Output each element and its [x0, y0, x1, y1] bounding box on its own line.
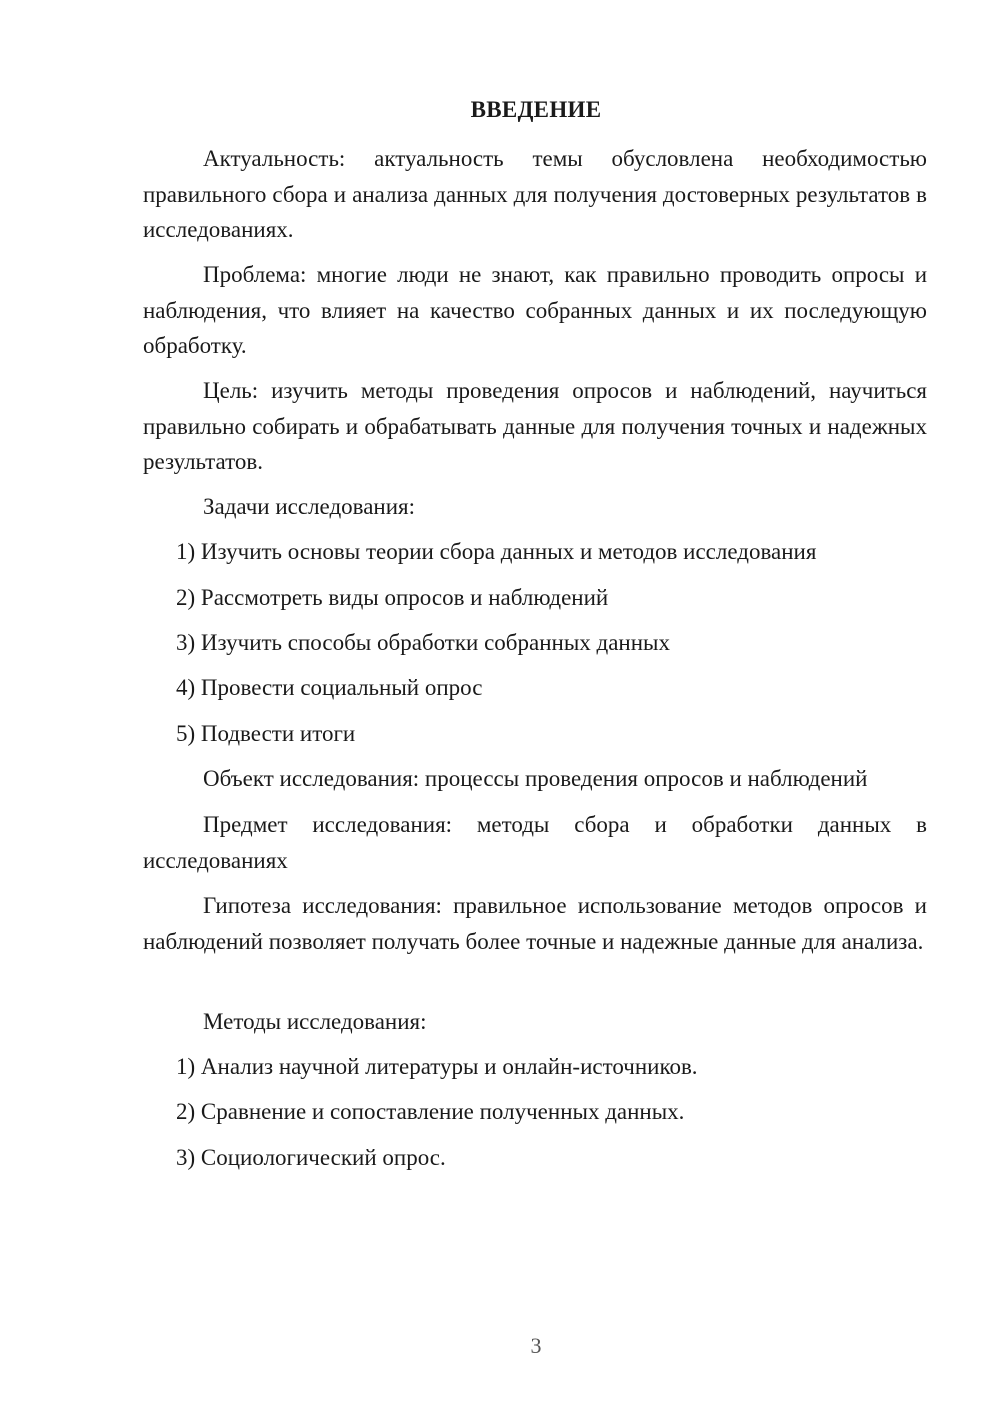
method-item: 1) Анализ научной литературы и онлайн-источников. — [176, 1054, 698, 1079]
methods-heading: Методы исследования: — [203, 1009, 427, 1034]
task-item: 2) Рассмотреть виды опросов и наблюдений — [176, 585, 609, 610]
goal-paragraph: Цель: изучить методы проведения опросов и наблюдений, научиться правильно собирать и обрабатывать данные для получения точных и надежных результатов. — [143, 378, 927, 474]
hypothesis-paragraph: Гипотеза исследования: правильное использование методов опросов и наблюдений позволяет получать более точные и надежные данные для анализа. — [143, 893, 927, 954]
task-item: 3) Изучить способы обработки собранных данных — [176, 630, 671, 655]
task-item: 4) Провести социальный опрос — [176, 675, 483, 700]
relevance-paragraph: Актуальность: актуальность темы обусловлена необходимостью правильного сбора и анализа данных для получения достоверных результатов в исследованиях. — [143, 146, 927, 242]
task-item: 1) Изучить основы теории сбора данных и методов исследования — [176, 539, 817, 564]
task-item: 5) Подвести итоги — [176, 721, 356, 746]
object-paragraph: Объект исследования: процессы проведения опросов и наблюдений — [203, 766, 868, 791]
page-number: 3 — [530, 1333, 542, 1358]
problem-paragraph: Проблема: многие люди не знают, как правильно проводить опросы и наблюдения, что влияет на качество собранных данных и их последующую обработку. — [143, 262, 927, 358]
tasks-heading: Задачи исследования: — [203, 494, 416, 519]
method-item: 2) Сравнение и сопоставление полученных данных. — [176, 1099, 685, 1124]
section-title: ВВЕДЕНИЕ — [470, 97, 602, 122]
method-item: 3) Социологический опрос. — [176, 1145, 446, 1170]
subject-paragraph: Предмет исследования: методы сбора и обработки данных в исследованиях — [143, 812, 927, 873]
